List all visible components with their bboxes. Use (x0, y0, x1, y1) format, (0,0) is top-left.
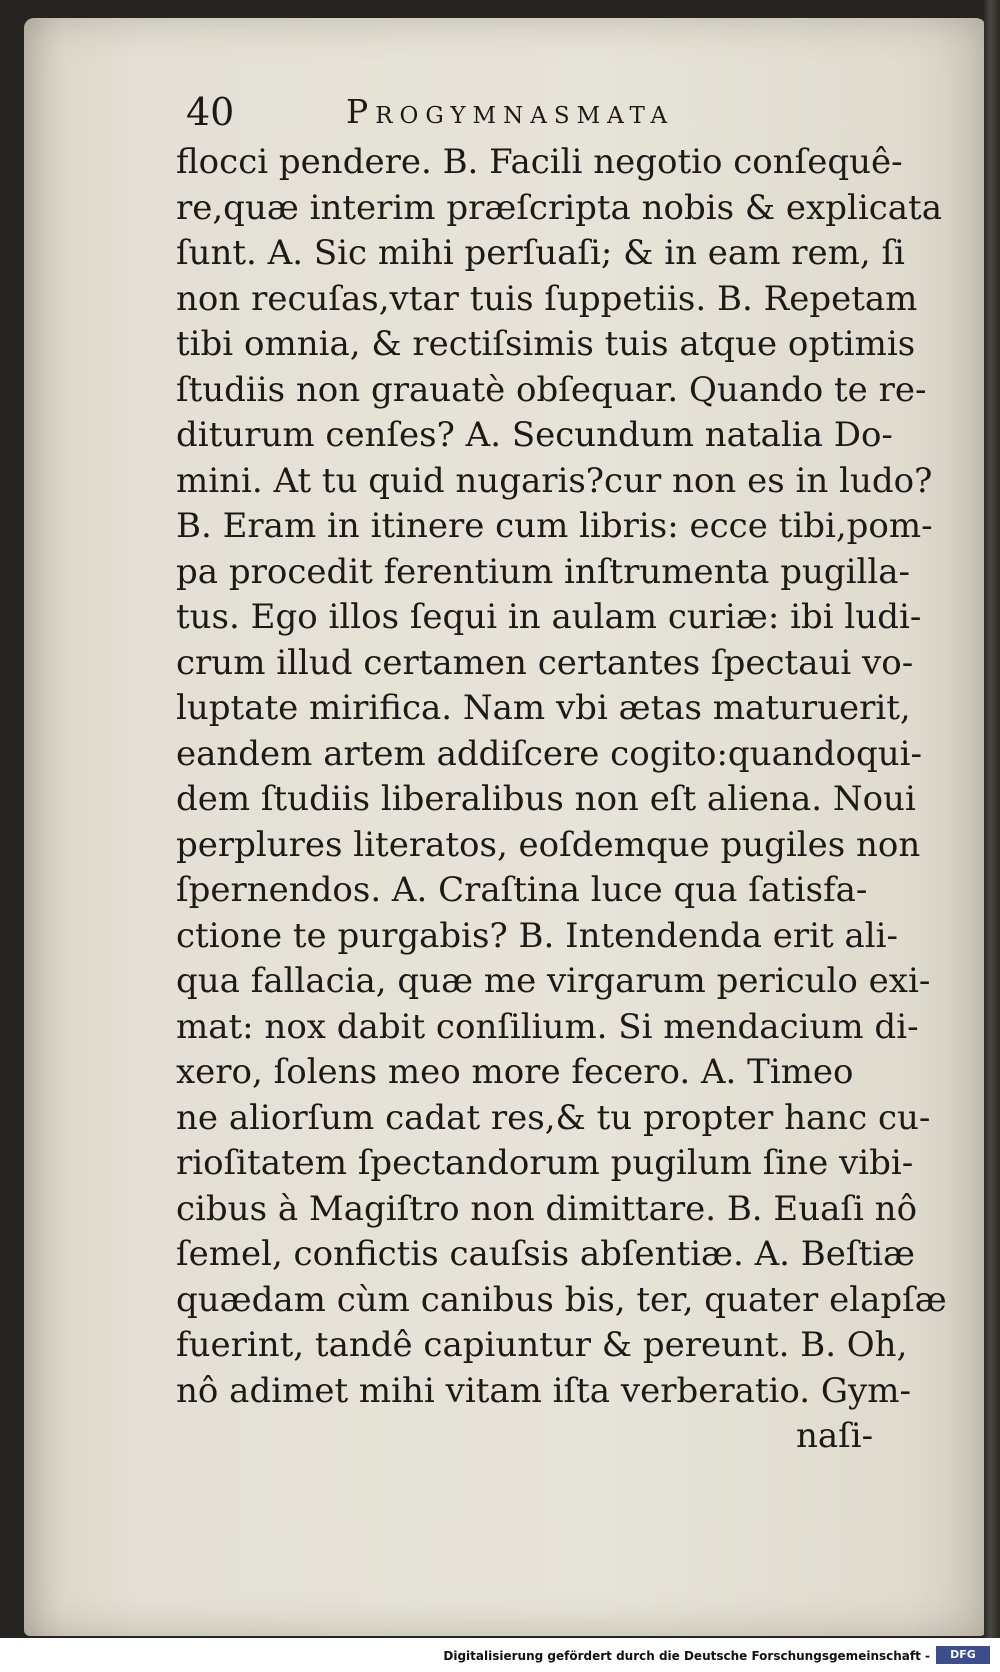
text-line: ſpernendos. A. Craſtina luce qua ſatisfa- (176, 870, 868, 910)
text-line: rioſitatem ſpectandorum pugilum ſine vibi- (176, 1143, 914, 1183)
text-line: eandem artem addiſcere cogito:quandoqui- (176, 733, 923, 774)
dfg-logo: DFG (936, 1646, 990, 1664)
text-line: B. Eram in itinere cum libris: ecce tibi,pom- (176, 506, 933, 546)
text-line: tus. Ego illos ſequi in aulam curiæ: ibi ludi- (176, 597, 922, 637)
text-line: crum illud certamen certantes ſpectaui vo- (176, 642, 914, 683)
running-title: Progymnasmata (346, 92, 675, 131)
text-line: ſunt. A. Sic mihi perſuaſi; & in eam rem, ſi (176, 233, 905, 273)
text-line: mini. At tu quid nugaris?cur non es in ludo? (176, 460, 933, 501)
text-line: perplures literatos, eoſdemque pugiles non (176, 824, 921, 865)
text-line: fuerint, tandê capiuntur & pereunt. B. Oh, (176, 1325, 908, 1365)
page-header (186, 88, 946, 136)
text-line: non recuſas,vtar tuis ſuppetiis. B. Repetam (176, 278, 918, 319)
text-line: ſemel, confictis cauſsis abſentiæ. A. Beſtiæ (176, 1234, 915, 1274)
text-line: quædam cùm canibus bis, ter, quater elapſæ (176, 1279, 947, 1320)
text-line: tibi omnia, & rectiſsimis tuis atque optimis (176, 324, 916, 364)
digitization-credit: Digitalisierung gefördert durch die Deutsche Forschungsgemeinschaft - (443, 1649, 930, 1663)
text-line: mat: nox dabit conſilium. Si mendacium di- (176, 1006, 919, 1047)
text-line: pa procedit ferentium inſtrumenta pugilla- (176, 551, 911, 592)
text-line: flocci pendere. B. Facili negotio conſequê- (176, 142, 903, 182)
text-line: nô adimet mihi vitam iſta verberatio. Gym- (176, 1370, 911, 1411)
text-line: ſtudiis non grauatè obſequar. Quando te re- (176, 369, 927, 410)
text-line: luptate mirifica. Nam vbi ætas maturuerit, (176, 688, 911, 728)
footer-bar (0, 1638, 1000, 1672)
text-line: re,quæ interim præſcripta nobis & explicata (176, 187, 942, 228)
body-text (176, 140, 946, 1460)
text-line: cibus à Magiſtro non dimittare. B. Euaſi nô (176, 1188, 918, 1229)
page-number: 40 (186, 90, 235, 134)
text-line: diturum cenſes? A. Secundum natalia Do- (176, 415, 893, 455)
text-line: ne aliorſum cadat res,& tu propter hanc cu- (176, 1097, 931, 1138)
text-line: dem ſtudiis liberalibus non eſt aliena. Noui (176, 779, 916, 819)
text-line: qua fallacia, quæ me virgarum periculo exi- (176, 961, 931, 1001)
text-line: xero, ſolens meo more fecero. A. Timeo (176, 1052, 854, 1092)
book-edge (984, 0, 1000, 1640)
text-line: naſi- (796, 1416, 874, 1456)
text-line: ctione te purgabis? B. Intendenda erit ali- (176, 915, 899, 956)
